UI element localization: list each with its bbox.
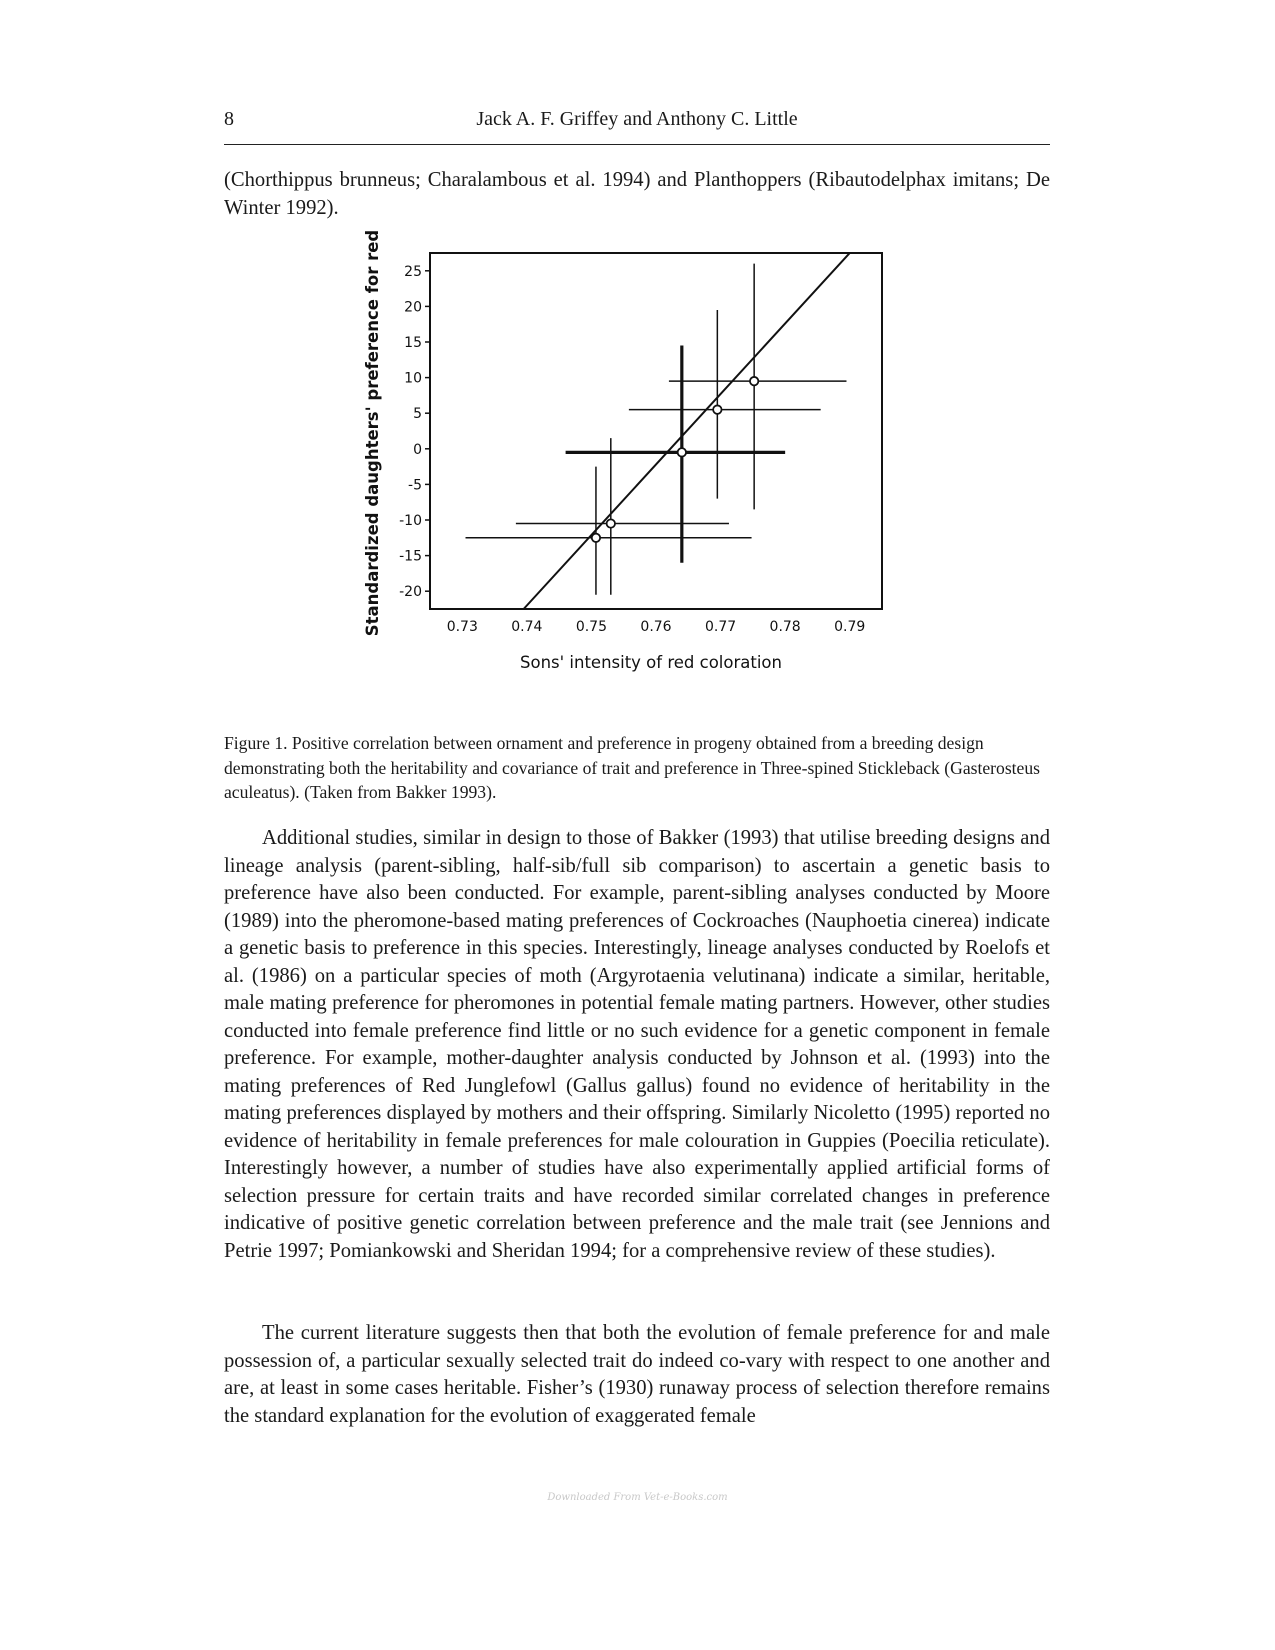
y-tick-label: -20 xyxy=(399,584,422,601)
figure-caption: Figure 1. Positive correlation between ornament and preference in progeny obtained from a breeding design demonstrating both the heritability and covariance of trait and preference in Three-spined Stickleback (Gasterosteus aculeatus). (Taken from Bakker 1993). xyxy=(224,733,1041,802)
intro-paragraph: (Chorthippus brunneus; Charalambous et al. 1994) and Planthoppers (Ribautodelphax imitans; De Winter 1992). xyxy=(224,169,1050,219)
y-tick-label: 0 xyxy=(413,441,422,458)
y-tick-label: 10 xyxy=(404,370,422,387)
y-axis-label: Standardized daughters' preference for red xyxy=(363,229,382,637)
plot-frame xyxy=(430,253,882,609)
x-tick-label: 0.78 xyxy=(769,619,801,635)
x-tick-label: 0.74 xyxy=(511,619,543,635)
y-tick-label: 5 xyxy=(413,406,422,423)
data-point xyxy=(678,448,686,456)
body-paragraph-2: The current literature suggests then that both the evolution of female preference for and male possession of, a particular sexually selected trait do indeed co-vary with respect to one another and are, at least in some cases heritable. Fisher’s (1930) runaway process of selection therefore remains the standard explanation for the evolution of exaggerated female xyxy=(224,1322,1050,1427)
running-head-authors: Jack A. F. Griffey and Anthony C. Little xyxy=(476,108,798,130)
running-head xyxy=(224,108,1050,138)
x-tick-label: 0.73 xyxy=(446,619,478,635)
y-tick-label: 20 xyxy=(404,299,422,316)
x-tick-label: 0.79 xyxy=(834,619,866,635)
watermark: Downloaded From Vet-e-Books.com xyxy=(547,1492,728,1503)
figure-1 xyxy=(363,229,930,720)
x-tick-label: 0.75 xyxy=(575,619,608,635)
y-tick-label: -5 xyxy=(408,477,422,494)
regression-line xyxy=(524,253,850,609)
page-number: 8 xyxy=(224,108,234,130)
x-axis-label: Sons' intensity of red coloration xyxy=(520,653,782,672)
x-tick-label: 0.77 xyxy=(704,619,737,635)
header-rule xyxy=(224,144,1050,145)
x-tick-label: 0.76 xyxy=(640,619,672,635)
y-tick-label: 15 xyxy=(404,335,422,351)
body-paragraph-1: Additional studies, similar in design to those of Bakker (1993) that utilise breeding designs and lineage analysis (parent-sibling, half-sib/full sib comparison) to ascertain a genetic basis to preference have also been conducted. For example, parent-sibling analyses conducted by Moore (1989) into the pheromone-based mating preferences of Cockroaches (Nauphoetia cinerea) indicate a genetic basis to preference in this species. Interestingly, lineage analyses conducted by Roelofs et al. (1986) on a particular species of moth (Argyrotaenia velutinana) indicate a similar, heritable, male mating preference for pheromones in potential female mating partners. However, other studies conducted into female preference find little or no such evidence for a genetic component in female preference. For example, mother-daughter analysis conducted by Johnson et al. (1993) into the mating preferences of Red Junglefowl (Gallus gallus) found no evidence of heritability in the mating preferences displayed by mothers and their offspring. Similarly Nicoletto (1995) reported no evidence of heritability in female preferences for male colouration in Guppies (Poecilia reticulate). Interestingly however, a number of studies have also experimentally applied artificial forms of selection pressure for certain traits and have recorded similar correlated changes in preference indicative of positive genetic correlation between preference and the male trait (see Jennions and Petrie 1997; Pomiankowski and Sheridan 1994; for a comprehensive review of these studies). xyxy=(224,827,1050,1262)
data-point xyxy=(607,519,615,527)
data-point xyxy=(592,534,600,542)
y-tick-label: -15 xyxy=(399,548,422,565)
y-tick-label: -10 xyxy=(399,513,422,529)
data-point xyxy=(713,405,721,413)
y-tick-label: 25 xyxy=(404,263,422,280)
scatter-chart xyxy=(363,229,930,720)
data-point xyxy=(750,377,758,385)
